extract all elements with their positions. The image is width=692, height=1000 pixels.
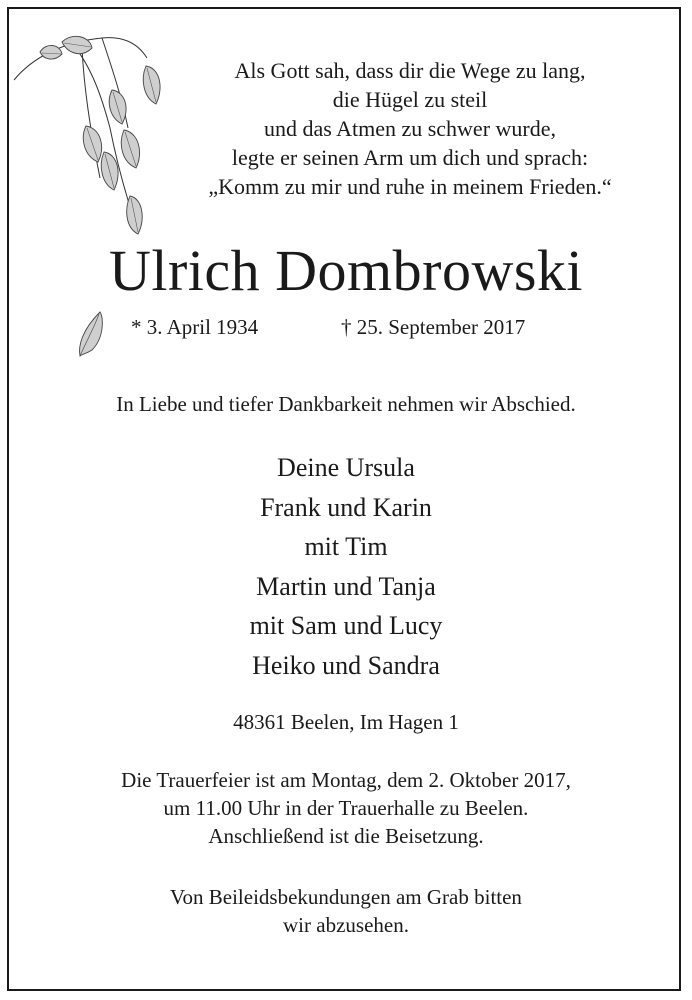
poem-line: „Komm zu mir und ruhe in meinem Frieden.“ — [208, 174, 612, 199]
service-line: Anschließend ist die Beisetzung. — [208, 824, 484, 848]
death-date: † 25. September 2017 — [341, 315, 526, 339]
condolence-line: wir abzusehen. — [283, 913, 409, 937]
poem-line: die Hügel zu steil — [332, 87, 488, 112]
birth-date: * 3. April 1934 — [131, 315, 259, 339]
poem-line: und das Atmen zu schwer wurde, — [263, 116, 557, 141]
family-member: mit Sam und Lucy — [249, 611, 443, 640]
deceased-name: Ulrich Dombrowski — [108, 238, 584, 303]
service-line: um 11.00 Uhr in der Trauerhalle zu Beelen. — [163, 796, 529, 820]
service-line: Die Trauerfeier ist am Montag, dem 2. Oktober 2017, — [121, 768, 571, 792]
leaf-icon — [74, 310, 108, 360]
family-member: Deine Ursula — [277, 453, 415, 482]
family-member: mit Tim — [304, 532, 388, 561]
memorial-poem — [60, 56, 692, 201]
family-list — [0, 448, 692, 685]
address: 48361 Beelen, Im Hagen 1 — [233, 710, 459, 734]
family-member: Heiko und Sandra — [252, 650, 440, 680]
condolence-note — [0, 883, 692, 939]
condolence-line: Von Beileidsbekundungen am Grab bitten — [170, 885, 522, 909]
family-member: Martin und Tanja — [256, 571, 436, 601]
poem-line: legte er seinen Arm um dich und sprach: — [231, 145, 589, 170]
funeral-service-info — [0, 766, 692, 850]
poem-line: Als Gott sah, dass dir die Wege zu lang, — [234, 58, 586, 83]
family-member: Frank und Karin — [260, 492, 432, 522]
farewell-line: In Liebe und tiefer Dankbarkeit nehmen wir Abschied. — [116, 392, 576, 416]
